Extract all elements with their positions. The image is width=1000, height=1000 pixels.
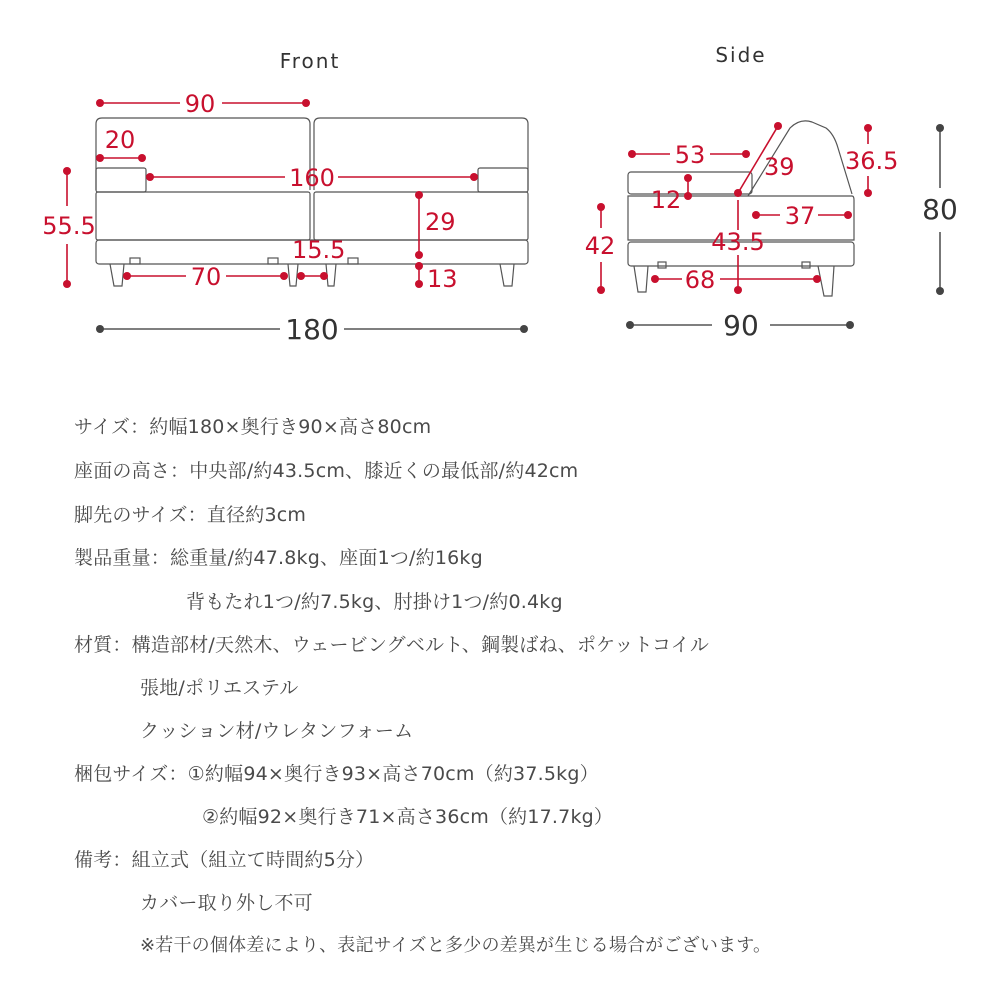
spec-package-size-2: ②約幅92×奥行き71×高さ36cm（約17.7kg） (202, 806, 614, 828)
side-back-slope-label: 39 (764, 153, 795, 181)
side-top-depth-label: 53 (674, 141, 706, 169)
side-center-height-label: 43.5 (711, 228, 765, 256)
spec-notes: 備考：組立式（組立て時間約5分） (74, 849, 375, 871)
side-title: Side (715, 43, 767, 67)
side-total-depth-label: 90 (723, 309, 759, 342)
spec-package-size-1: 梱包サイズ：①約幅94×奥行き93×高さ70cm（約37.5kg） (74, 763, 599, 785)
front-backrest-width-label: 90 (184, 90, 216, 118)
spec-weight-continued: 背もたれ1つ/約7.5kg、肘掛け1つ/約0.4kg (186, 591, 563, 613)
front-leg-gap-label: 15.5 (292, 236, 346, 264)
side-seat-depth-label: 37 (784, 202, 816, 230)
side-total-height-label: 80 (922, 193, 958, 226)
front-title: Front (279, 49, 341, 73)
spec-disclaimer: ※若干の個体差により、表記サイズと多少の差異が生じる場合がございます。 (140, 935, 772, 956)
front-seat-width-label: 160 (289, 164, 335, 192)
front-total-height-label: 55.5 (42, 212, 96, 240)
side-leg-span-label: 68 (684, 266, 716, 294)
spec-size: サイズ：約幅180×奥行き90×高さ80cm (74, 416, 432, 438)
dimension-diagram (0, 0, 1000, 370)
spec-leg-size: 脚先のサイズ：直径約3cm (74, 504, 307, 526)
spec-seat-height: 座面の高さ：中央部/約43.5cm、膝近くの最低部/約42cm (74, 460, 579, 482)
side-knee-height-label: 42 (584, 232, 616, 260)
front-leg-span-label: 70 (190, 263, 222, 291)
side-arm-offset-label: 12 (650, 186, 682, 214)
front-armrest-width-label: 20 (104, 126, 136, 154)
spec-material: 材質：構造部材/天然木、ウェービングベルト、鋼製ばね、ポケットコイル (74, 634, 710, 656)
spec-material-cushion: クッション材/ウレタンフォーム (140, 720, 414, 742)
spec-notes-cover: カバー取り外し不可 (140, 892, 313, 914)
spec-material-fabric: 張地/ポリエステル (140, 677, 299, 699)
spec-weight: 製品重量：総重量/約47.8kg、座面1つ/約16kg (74, 547, 483, 569)
front-total-width-label: 180 (285, 313, 339, 346)
side-back-thickness-label: 36.5 (845, 147, 899, 175)
front-leg-height-label: 13 (427, 265, 458, 293)
front-seat-height-label: 29 (425, 208, 456, 236)
